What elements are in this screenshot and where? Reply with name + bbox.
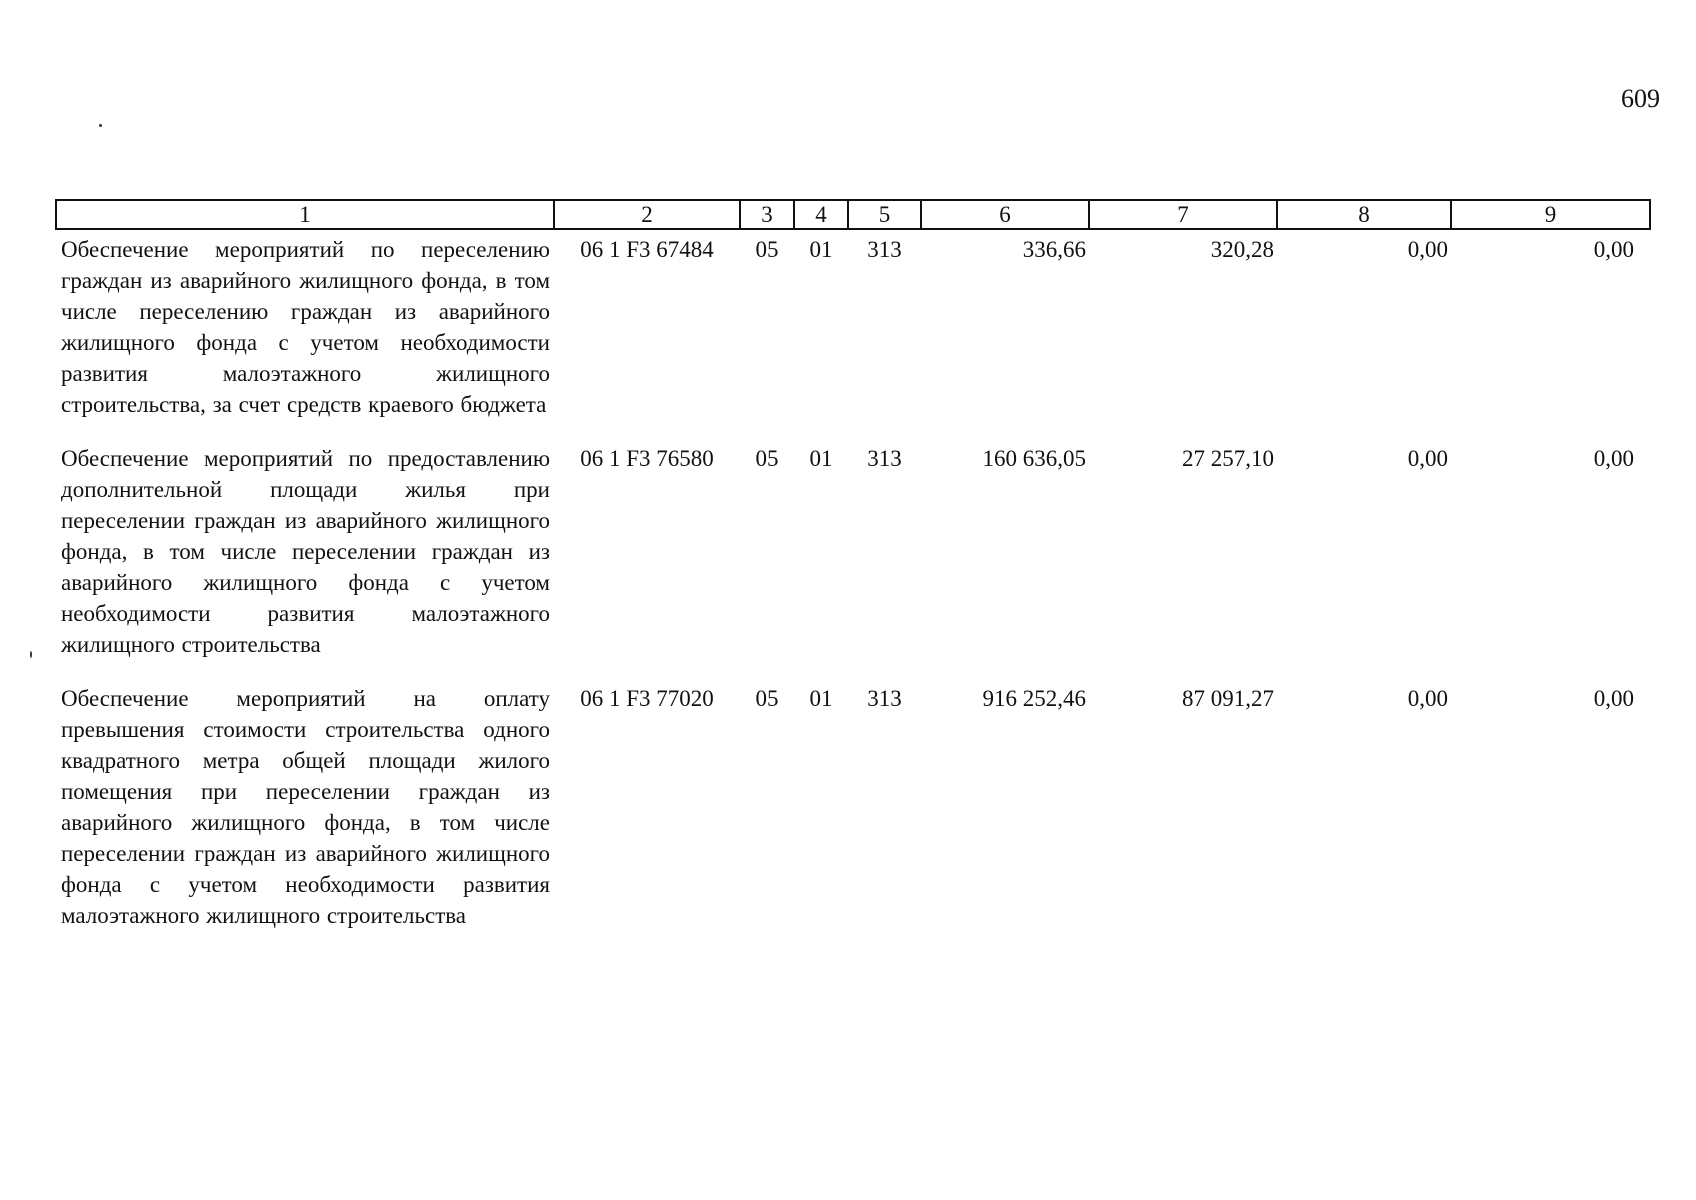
row-target-article-code: 06 1 F3 67484 [580, 237, 714, 262]
row-target-article-code: 06 1 F3 76580 [580, 446, 714, 471]
row-section-code: 05 [755, 686, 779, 711]
column-header-1: 1 [56, 200, 554, 229]
column-header-5: 5 [848, 200, 921, 229]
row-amount-col7: 320,28 [1210, 237, 1274, 262]
column-header-4: 4 [794, 200, 848, 229]
scan-speck [30, 651, 32, 658]
row-amount-col9: 0,00 [1593, 237, 1634, 262]
row-amount-col7: 87 091,27 [1182, 686, 1274, 711]
row-subsection-code: 01 [809, 686, 833, 711]
page-number: 609 [1621, 84, 1660, 113]
row-spacer [56, 420, 1650, 443]
row-spacer [56, 660, 1650, 683]
row-subsection-code: 01 [809, 446, 833, 471]
row-section-code: 05 [755, 237, 779, 262]
row-amount-col7: 27 257,10 [1182, 446, 1274, 471]
table-row [56, 683, 1650, 931]
row-name: Обеспечение мероприятий на оплату превышения стоимости строительства одного квадратного метра общей площади жилого помещения при переселении граждан из аварийного жилищного фонда, в том числе переселении граждан из аварийного жилищного фонда с учетом необходимости развития малоэтажного жилищного строительства [61, 686, 550, 928]
row-amount-col6: 336,66 [1022, 237, 1086, 262]
budget-table [55, 199, 1651, 931]
row-expense-type-code: 313 [867, 237, 902, 262]
row-amount-col6: 160 636,05 [982, 446, 1086, 471]
table-header [56, 200, 1650, 229]
table-body [56, 229, 1650, 931]
row-section-code: 05 [755, 446, 779, 471]
row-amount-col9: 0,00 [1593, 686, 1634, 711]
column-header-9: 9 [1451, 200, 1650, 229]
table-row [56, 443, 1650, 660]
column-header-2: 2 [554, 200, 740, 229]
row-target-article-code: 06 1 F3 77020 [580, 686, 714, 711]
row-subsection-code: 01 [809, 237, 833, 262]
row-name: Обеспечение мероприятий по предоставлению дополнительной площади жилья при переселении граждан из аварийного жилищного фонда, в том числе переселении граждан из аварийного жилищного фонда с учетом необходимости развития малоэтажного жилищного строительства [61, 446, 550, 657]
column-header-6: 6 [921, 200, 1089, 229]
table-row [56, 229, 1650, 420]
scan-speck [99, 124, 102, 127]
row-amount-col8: 0,00 [1407, 446, 1448, 471]
row-amount-col8: 0,00 [1407, 686, 1448, 711]
row-expense-type-code: 313 [867, 446, 902, 471]
column-header-8: 8 [1277, 200, 1451, 229]
row-amount-col8: 0,00 [1407, 237, 1448, 262]
row-amount-col9: 0,00 [1593, 446, 1634, 471]
column-header-3: 3 [740, 200, 794, 229]
row-name: Обеспечение мероприятий по переселению граждан из аварийного жилищного фонда, в том числе переселению граждан из аварийного жилищного фонда с учетом необходимости развития малоэтажного жилищного строительства, за счет средств краевого бюджета [61, 237, 550, 417]
column-header-7: 7 [1089, 200, 1277, 229]
table-header-row [56, 200, 1650, 229]
row-amount-col6: 916 252,46 [982, 686, 1086, 711]
row-expense-type-code: 313 [867, 686, 902, 711]
